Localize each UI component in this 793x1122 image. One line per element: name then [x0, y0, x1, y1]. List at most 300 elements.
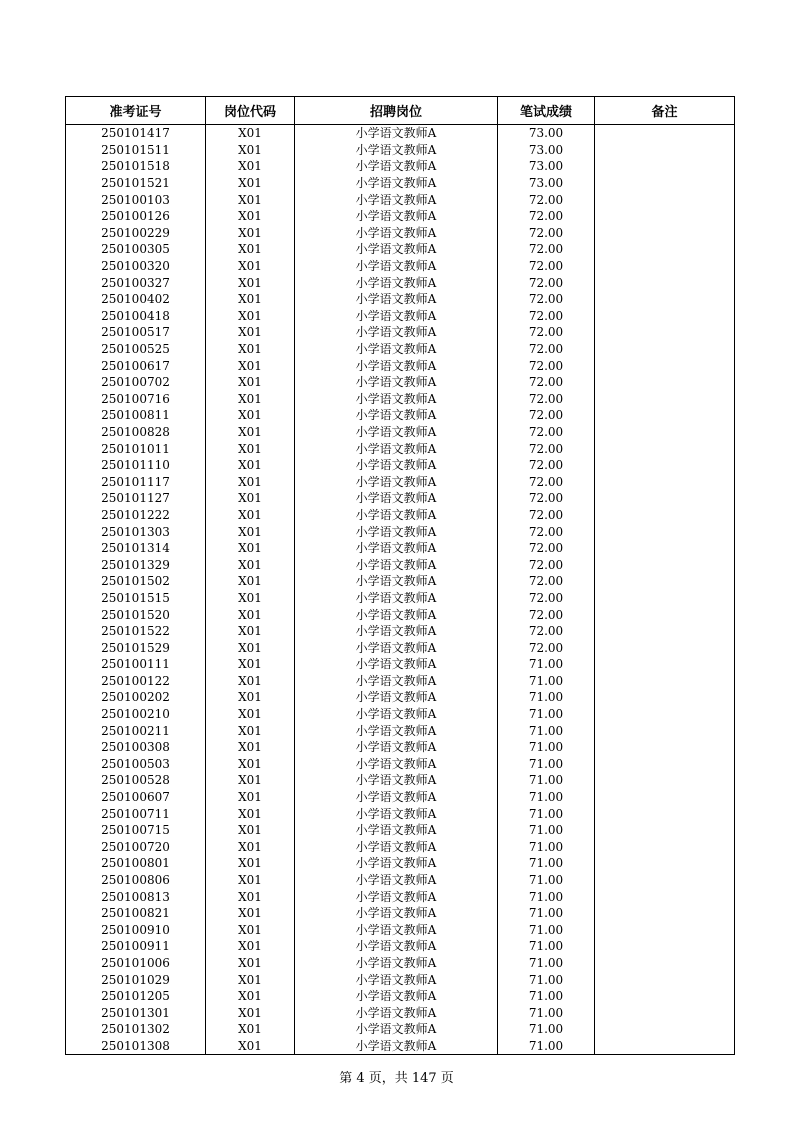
table-row	[66, 308, 735, 325]
table-row	[66, 706, 735, 723]
cell-post-code: X01	[206, 258, 295, 275]
cell-written-score: 72.00	[498, 274, 595, 291]
cell-exam-id: 250101117	[66, 473, 206, 490]
table-row	[66, 507, 735, 524]
cell-post-code: X01	[206, 955, 295, 972]
cell-post-name: 小学语文教师A	[295, 938, 498, 955]
cell-remarks	[595, 988, 735, 1005]
header-written-score: 笔试成绩	[498, 97, 595, 125]
cell-post-code: X01	[206, 241, 295, 258]
cell-written-score: 71.00	[498, 988, 595, 1005]
cell-remarks	[595, 324, 735, 341]
cell-remarks	[595, 772, 735, 789]
cell-exam-id: 250101521	[66, 175, 206, 192]
cell-post-code: X01	[206, 1004, 295, 1021]
cell-remarks	[595, 573, 735, 590]
table-row	[66, 341, 735, 358]
cell-written-score: 73.00	[498, 142, 595, 159]
table-row	[66, 125, 735, 142]
table-row	[66, 391, 735, 408]
cell-remarks	[595, 391, 735, 408]
cell-remarks	[595, 955, 735, 972]
cell-post-code: X01	[206, 457, 295, 474]
cell-remarks	[595, 191, 735, 208]
cell-post-name: 小学语文教师A	[295, 888, 498, 905]
cell-post-name: 小学语文教师A	[295, 407, 498, 424]
cell-exam-id: 250100607	[66, 789, 206, 806]
table-row	[66, 722, 735, 739]
cell-remarks	[595, 125, 735, 142]
cell-post-name: 小学语文教师A	[295, 341, 498, 358]
cell-post-name: 小学语文教师A	[295, 706, 498, 723]
cell-post-code: X01	[206, 706, 295, 723]
cell-post-name: 小学语文教师A	[295, 922, 498, 939]
cell-exam-id: 250100806	[66, 872, 206, 889]
cell-written-score: 71.00	[498, 739, 595, 756]
cell-exam-id: 250101329	[66, 556, 206, 573]
cell-post-code: X01	[206, 756, 295, 773]
table-row	[66, 1021, 735, 1038]
cell-post-code: X01	[206, 374, 295, 391]
cell-exam-id: 250101314	[66, 540, 206, 557]
cell-post-code: X01	[206, 855, 295, 872]
table-row	[66, 573, 735, 590]
table-row	[66, 241, 735, 258]
table-row	[66, 739, 735, 756]
cell-post-code: X01	[206, 590, 295, 607]
cell-post-code: X01	[206, 308, 295, 325]
table-row	[66, 291, 735, 308]
cell-exam-id: 250101308	[66, 1038, 206, 1055]
cell-remarks	[595, 374, 735, 391]
cell-post-code: X01	[206, 573, 295, 590]
cell-exam-id: 250101110	[66, 457, 206, 474]
table-row	[66, 225, 735, 242]
cell-post-name: 小学语文教师A	[295, 175, 498, 192]
table-row	[66, 955, 735, 972]
cell-remarks	[595, 789, 735, 806]
cell-post-name: 小学语文教师A	[295, 789, 498, 806]
cell-exam-id: 250101518	[66, 158, 206, 175]
cell-exam-id: 250100716	[66, 391, 206, 408]
cell-remarks	[595, 739, 735, 756]
table-row	[66, 639, 735, 656]
cell-remarks	[595, 805, 735, 822]
cell-post-name: 小学语文教师A	[295, 739, 498, 756]
cell-exam-id: 250100528	[66, 772, 206, 789]
cell-written-score: 72.00	[498, 208, 595, 225]
cell-remarks	[595, 424, 735, 441]
cell-post-name: 小学语文教师A	[295, 208, 498, 225]
cell-written-score: 71.00	[498, 756, 595, 773]
cell-written-score: 72.00	[498, 258, 595, 275]
cell-written-score: 71.00	[498, 673, 595, 690]
table-row	[66, 623, 735, 640]
cell-post-code: X01	[206, 905, 295, 922]
cell-post-code: X01	[206, 673, 295, 690]
cell-written-score: 73.00	[498, 125, 595, 142]
cell-exam-id: 250100126	[66, 208, 206, 225]
cell-exam-id: 250101417	[66, 125, 206, 142]
header-post-name: 招聘岗位	[295, 97, 498, 125]
cell-post-code: X01	[206, 225, 295, 242]
cell-remarks	[595, 1038, 735, 1055]
cell-remarks	[595, 606, 735, 623]
cell-written-score: 71.00	[498, 789, 595, 806]
header-remarks: 备注	[595, 97, 735, 125]
cell-post-name: 小学语文教师A	[295, 424, 498, 441]
cell-post-code: X01	[206, 988, 295, 1005]
cell-written-score: 71.00	[498, 772, 595, 789]
cell-post-name: 小学语文教师A	[295, 457, 498, 474]
cell-post-name: 小学语文教师A	[295, 689, 498, 706]
cell-post-name: 小学语文教师A	[295, 590, 498, 607]
table-row	[66, 988, 735, 1005]
cell-written-score: 72.00	[498, 407, 595, 424]
cell-written-score: 72.00	[498, 573, 595, 590]
cell-post-name: 小学语文教师A	[295, 623, 498, 640]
cell-exam-id: 250100517	[66, 324, 206, 341]
table-row	[66, 839, 735, 856]
cell-written-score: 72.00	[498, 391, 595, 408]
cell-post-name: 小学语文教师A	[295, 291, 498, 308]
cell-post-name: 小学语文教师A	[295, 971, 498, 988]
cell-remarks	[595, 822, 735, 839]
cell-remarks	[595, 689, 735, 706]
cell-post-name: 小学语文教师A	[295, 656, 498, 673]
cell-remarks	[595, 357, 735, 374]
table-row	[66, 142, 735, 159]
cell-post-code: X01	[206, 656, 295, 673]
table-row	[66, 772, 735, 789]
cell-post-code: X01	[206, 971, 295, 988]
cell-exam-id: 250101303	[66, 523, 206, 540]
cell-written-score: 72.00	[498, 424, 595, 441]
cell-exam-id: 250100229	[66, 225, 206, 242]
cell-written-score: 72.00	[498, 540, 595, 557]
cell-remarks	[595, 507, 735, 524]
cell-remarks	[595, 258, 735, 275]
cell-post-name: 小学语文教师A	[295, 839, 498, 856]
cell-remarks	[595, 722, 735, 739]
cell-written-score: 73.00	[498, 158, 595, 175]
cell-written-score: 72.00	[498, 241, 595, 258]
cell-remarks	[595, 590, 735, 607]
header-row	[66, 97, 735, 125]
cell-post-code: X01	[206, 424, 295, 441]
cell-exam-id: 250101302	[66, 1021, 206, 1038]
cell-remarks	[595, 905, 735, 922]
cell-remarks	[595, 855, 735, 872]
table-row	[66, 407, 735, 424]
cell-post-name: 小学语文教师A	[295, 1021, 498, 1038]
cell-written-score: 71.00	[498, 722, 595, 739]
cell-post-code: X01	[206, 556, 295, 573]
cell-post-code: X01	[206, 789, 295, 806]
table-row	[66, 175, 735, 192]
cell-post-code: X01	[206, 922, 295, 939]
cell-post-name: 小学语文教师A	[295, 241, 498, 258]
table-row	[66, 208, 735, 225]
page-number: 第 4 页，共 147 页	[339, 1071, 454, 1086]
cell-post-name: 小学语文教师A	[295, 805, 498, 822]
cell-post-code: X01	[206, 606, 295, 623]
cell-post-name: 小学语文教师A	[295, 955, 498, 972]
cell-remarks	[595, 440, 735, 457]
cell-remarks	[595, 407, 735, 424]
cell-remarks	[595, 523, 735, 540]
cell-written-score: 71.00	[498, 689, 595, 706]
cell-exam-id: 250101205	[66, 988, 206, 1005]
table-row	[66, 473, 735, 490]
cell-remarks	[595, 225, 735, 242]
table-row	[66, 822, 735, 839]
cell-written-score: 71.00	[498, 1004, 595, 1021]
cell-written-score: 71.00	[498, 855, 595, 872]
cell-exam-id: 250100308	[66, 739, 206, 756]
cell-post-code: X01	[206, 274, 295, 291]
cell-post-code: X01	[206, 473, 295, 490]
table-row	[66, 888, 735, 905]
cell-post-code: X01	[206, 175, 295, 192]
cell-exam-id: 250101006	[66, 955, 206, 972]
cell-post-code: X01	[206, 208, 295, 225]
cell-exam-id: 250101522	[66, 623, 206, 640]
cell-post-code: X01	[206, 540, 295, 557]
cell-post-name: 小学语文教师A	[295, 357, 498, 374]
cell-post-code: X01	[206, 639, 295, 656]
cell-remarks	[595, 208, 735, 225]
cell-post-name: 小学语文教师A	[295, 1004, 498, 1021]
cell-exam-id: 250100111	[66, 656, 206, 673]
table-row	[66, 1038, 735, 1055]
cell-exam-id: 250101511	[66, 142, 206, 159]
cell-post-code: X01	[206, 805, 295, 822]
cell-remarks	[595, 308, 735, 325]
cell-written-score: 72.00	[498, 556, 595, 573]
cell-exam-id: 250101127	[66, 490, 206, 507]
cell-written-score: 73.00	[498, 175, 595, 192]
cell-remarks	[595, 623, 735, 640]
table-body	[66, 125, 735, 1055]
cell-written-score: 71.00	[498, 1038, 595, 1055]
cell-exam-id: 250100525	[66, 341, 206, 358]
cell-exam-id: 250101502	[66, 573, 206, 590]
cell-post-name: 小学语文教师A	[295, 225, 498, 242]
cell-post-code: X01	[206, 158, 295, 175]
cell-post-code: X01	[206, 523, 295, 540]
cell-post-name: 小学语文教师A	[295, 639, 498, 656]
cell-post-name: 小学语文教师A	[295, 556, 498, 573]
cell-written-score: 71.00	[498, 872, 595, 889]
cell-exam-id: 250101529	[66, 639, 206, 656]
cell-written-score: 72.00	[498, 606, 595, 623]
cell-remarks	[595, 888, 735, 905]
cell-remarks	[595, 241, 735, 258]
header-post-code: 岗位代码	[206, 97, 295, 125]
cell-post-name: 小学语文教师A	[295, 440, 498, 457]
cell-remarks	[595, 756, 735, 773]
cell-post-name: 小学语文教师A	[295, 274, 498, 291]
table-row	[66, 656, 735, 673]
cell-exam-id: 250101520	[66, 606, 206, 623]
cell-written-score: 72.00	[498, 324, 595, 341]
table-row	[66, 357, 735, 374]
cell-post-code: X01	[206, 507, 295, 524]
cell-exam-id: 250100828	[66, 424, 206, 441]
cell-remarks	[595, 922, 735, 939]
cell-written-score: 71.00	[498, 938, 595, 955]
cell-post-code: X01	[206, 722, 295, 739]
cell-written-score: 72.00	[498, 623, 595, 640]
cell-exam-id: 250101011	[66, 440, 206, 457]
cell-post-name: 小学语文教师A	[295, 523, 498, 540]
table-row	[66, 556, 735, 573]
cell-written-score: 72.00	[498, 291, 595, 308]
table-row	[66, 457, 735, 474]
table-row	[66, 938, 735, 955]
cell-written-score: 71.00	[498, 922, 595, 939]
cell-post-name: 小学语文教师A	[295, 855, 498, 872]
cell-post-name: 小学语文教师A	[295, 822, 498, 839]
cell-post-name: 小学语文教师A	[295, 606, 498, 623]
cell-remarks	[595, 142, 735, 159]
cell-exam-id: 250100711	[66, 805, 206, 822]
cell-exam-id: 250100715	[66, 822, 206, 839]
cell-post-name: 小学语文教师A	[295, 490, 498, 507]
cell-remarks	[595, 839, 735, 856]
cell-remarks	[595, 673, 735, 690]
cell-written-score: 71.00	[498, 822, 595, 839]
cell-exam-id: 250100801	[66, 855, 206, 872]
score-table	[65, 96, 735, 1055]
cell-post-name: 小学语文教师A	[295, 988, 498, 1005]
cell-post-name: 小学语文教师A	[295, 772, 498, 789]
cell-written-score: 72.00	[498, 457, 595, 474]
cell-written-score: 72.00	[498, 473, 595, 490]
cell-written-score: 71.00	[498, 706, 595, 723]
cell-exam-id: 250100910	[66, 922, 206, 939]
cell-exam-id: 250100617	[66, 357, 206, 374]
cell-post-name: 小学语文教师A	[295, 191, 498, 208]
cell-exam-id: 250100821	[66, 905, 206, 922]
cell-post-code: X01	[206, 291, 295, 308]
cell-exam-id: 250100305	[66, 241, 206, 258]
cell-post-code: X01	[206, 888, 295, 905]
cell-post-code: X01	[206, 623, 295, 640]
table-row	[66, 689, 735, 706]
table-row	[66, 971, 735, 988]
cell-remarks	[595, 1021, 735, 1038]
table-row	[66, 158, 735, 175]
cell-post-code: X01	[206, 1038, 295, 1055]
cell-exam-id: 250100320	[66, 258, 206, 275]
table-row	[66, 905, 735, 922]
cell-remarks	[595, 175, 735, 192]
cell-exam-id: 250101301	[66, 1004, 206, 1021]
cell-post-code: X01	[206, 357, 295, 374]
cell-remarks	[595, 706, 735, 723]
cell-exam-id: 250101029	[66, 971, 206, 988]
cell-post-name: 小学语文教师A	[295, 473, 498, 490]
cell-written-score: 71.00	[498, 955, 595, 972]
table-row	[66, 922, 735, 939]
cell-remarks	[595, 341, 735, 358]
cell-exam-id: 250101515	[66, 590, 206, 607]
cell-post-code: X01	[206, 440, 295, 457]
cell-remarks	[595, 457, 735, 474]
cell-written-score: 72.00	[498, 374, 595, 391]
cell-exam-id: 250100720	[66, 839, 206, 856]
cell-post-code: X01	[206, 391, 295, 408]
cell-post-code: X01	[206, 341, 295, 358]
table-row	[66, 258, 735, 275]
cell-exam-id: 250100327	[66, 274, 206, 291]
cell-exam-id: 250100211	[66, 722, 206, 739]
cell-post-code: X01	[206, 938, 295, 955]
table-row	[66, 673, 735, 690]
table-row	[66, 490, 735, 507]
table-row	[66, 523, 735, 540]
cell-exam-id: 250101222	[66, 507, 206, 524]
cell-remarks	[595, 490, 735, 507]
table-row	[66, 440, 735, 457]
cell-post-name: 小学语文教师A	[295, 756, 498, 773]
cell-post-name: 小学语文教师A	[295, 722, 498, 739]
cell-post-code: X01	[206, 872, 295, 889]
table-row	[66, 872, 735, 889]
cell-written-score: 72.00	[498, 308, 595, 325]
cell-written-score: 72.00	[498, 225, 595, 242]
cell-remarks	[595, 656, 735, 673]
cell-exam-id: 250100702	[66, 374, 206, 391]
cell-exam-id: 250100418	[66, 308, 206, 325]
cell-remarks	[595, 291, 735, 308]
cell-exam-id: 250100503	[66, 756, 206, 773]
cell-written-score: 71.00	[498, 905, 595, 922]
cell-written-score: 72.00	[498, 639, 595, 656]
table-row	[66, 324, 735, 341]
cell-exam-id: 250100811	[66, 407, 206, 424]
cell-written-score: 72.00	[498, 440, 595, 457]
cell-post-name: 小学语文教师A	[295, 142, 498, 159]
cell-exam-id: 250100813	[66, 888, 206, 905]
table-row	[66, 606, 735, 623]
table-row	[66, 424, 735, 441]
cell-post-code: X01	[206, 324, 295, 341]
cell-post-code: X01	[206, 772, 295, 789]
cell-written-score: 72.00	[498, 191, 595, 208]
cell-post-name: 小学语文教师A	[295, 872, 498, 889]
cell-post-code: X01	[206, 822, 295, 839]
table-header	[66, 97, 735, 125]
cell-remarks	[595, 938, 735, 955]
header-exam-id: 准考证号	[66, 97, 206, 125]
cell-written-score: 71.00	[498, 1021, 595, 1038]
cell-written-score: 72.00	[498, 357, 595, 374]
table-row	[66, 805, 735, 822]
cell-exam-id: 250100202	[66, 689, 206, 706]
cell-post-name: 小学语文教师A	[295, 158, 498, 175]
cell-exam-id: 250100210	[66, 706, 206, 723]
cell-remarks	[595, 158, 735, 175]
cell-exam-id: 250100911	[66, 938, 206, 955]
cell-post-code: X01	[206, 142, 295, 159]
cell-written-score: 71.00	[498, 656, 595, 673]
cell-written-score: 71.00	[498, 805, 595, 822]
cell-written-score: 71.00	[498, 839, 595, 856]
cell-written-score: 71.00	[498, 971, 595, 988]
